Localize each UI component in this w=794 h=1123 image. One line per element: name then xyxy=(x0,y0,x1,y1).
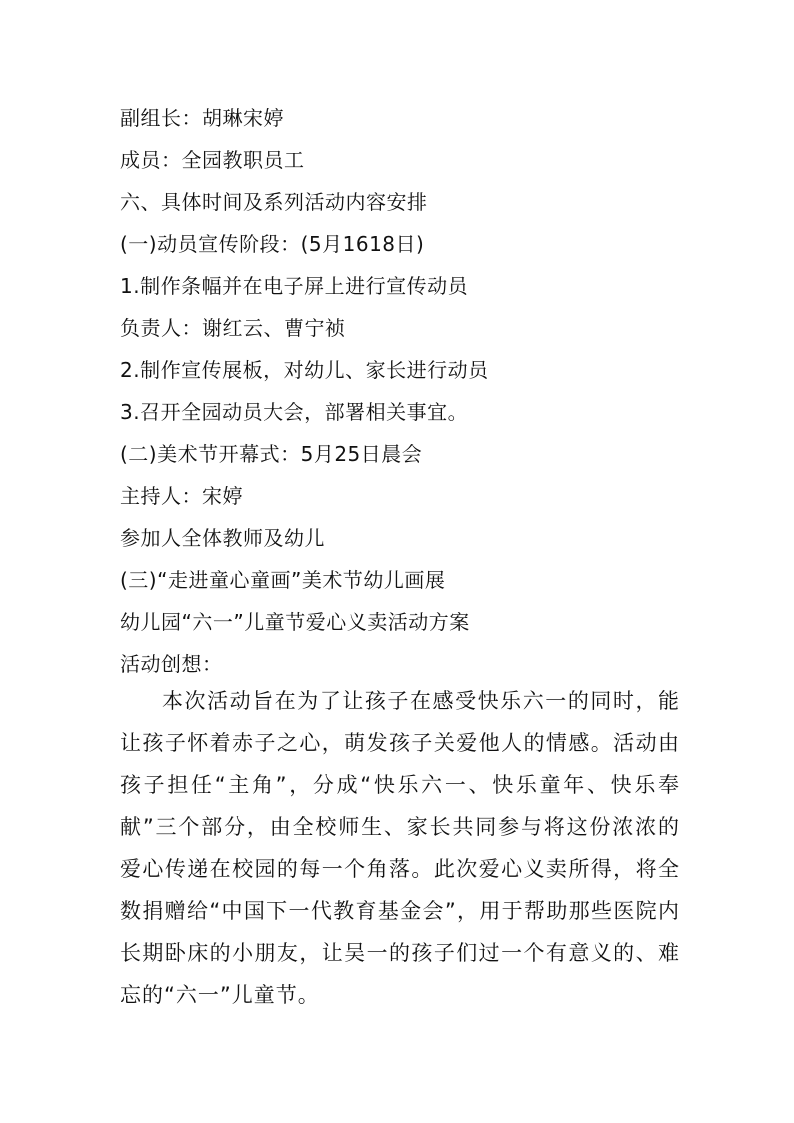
subsection-exhibition: (三)“走进童心童画”美术节幼儿画展 xyxy=(120,568,446,592)
responsible-line: 负责人：谢红云、曹宁祯 xyxy=(120,316,346,340)
section-heading-schedule: 六、具体时间及系列活动内容安排 xyxy=(120,190,428,214)
participants-line: 参加人全体教师及幼儿 xyxy=(120,526,325,550)
item-banner: 1.制作条幅并在电子屏上进行宣传动员 xyxy=(120,274,469,298)
activity-idea-paragraph: 本次活动旨在为了让孩子在感受快乐六一的同时，能让孩子怀着赤子之心，萌发孩子关爱他人的情感。活动由孩子担任“主角”，分成“快乐六一、快乐童年、快乐奉献”三个部分，由全校师生、家长共同参与将这份浓浓的爱心传递在校园的每一个角落。此次爱心义卖所得，将全数捐赠给“中国下一代教育基金会”，用于帮助那些医院内长期卧床的小朋友，让吴一的孩子们过一个有意义的、难忘的“六一”儿童节。 xyxy=(120,689,680,1007)
subsection-opening: (二)美术节开幕式：5月25日晨会 xyxy=(120,442,423,466)
item-mobilization-meeting: 3.召开全园动员大会，部署相关事宜。 xyxy=(120,400,469,424)
subsection-mobilization: (一)动员宣传阶段：(5月1618日) xyxy=(120,232,425,256)
plan-title: 幼儿园“六一”儿童节爱心义卖活动方案 xyxy=(120,610,470,634)
item-display-board: 2.制作宣传展板，对幼儿、家长进行动员 xyxy=(120,358,489,382)
deputy-leader-line: 副组长：胡琳宋婷 xyxy=(120,106,284,130)
members-line: 成员：全园教职员工 xyxy=(120,148,305,172)
host-line: 主持人：宋婷 xyxy=(120,484,243,508)
activity-idea-heading: 活动创想： xyxy=(120,652,223,676)
